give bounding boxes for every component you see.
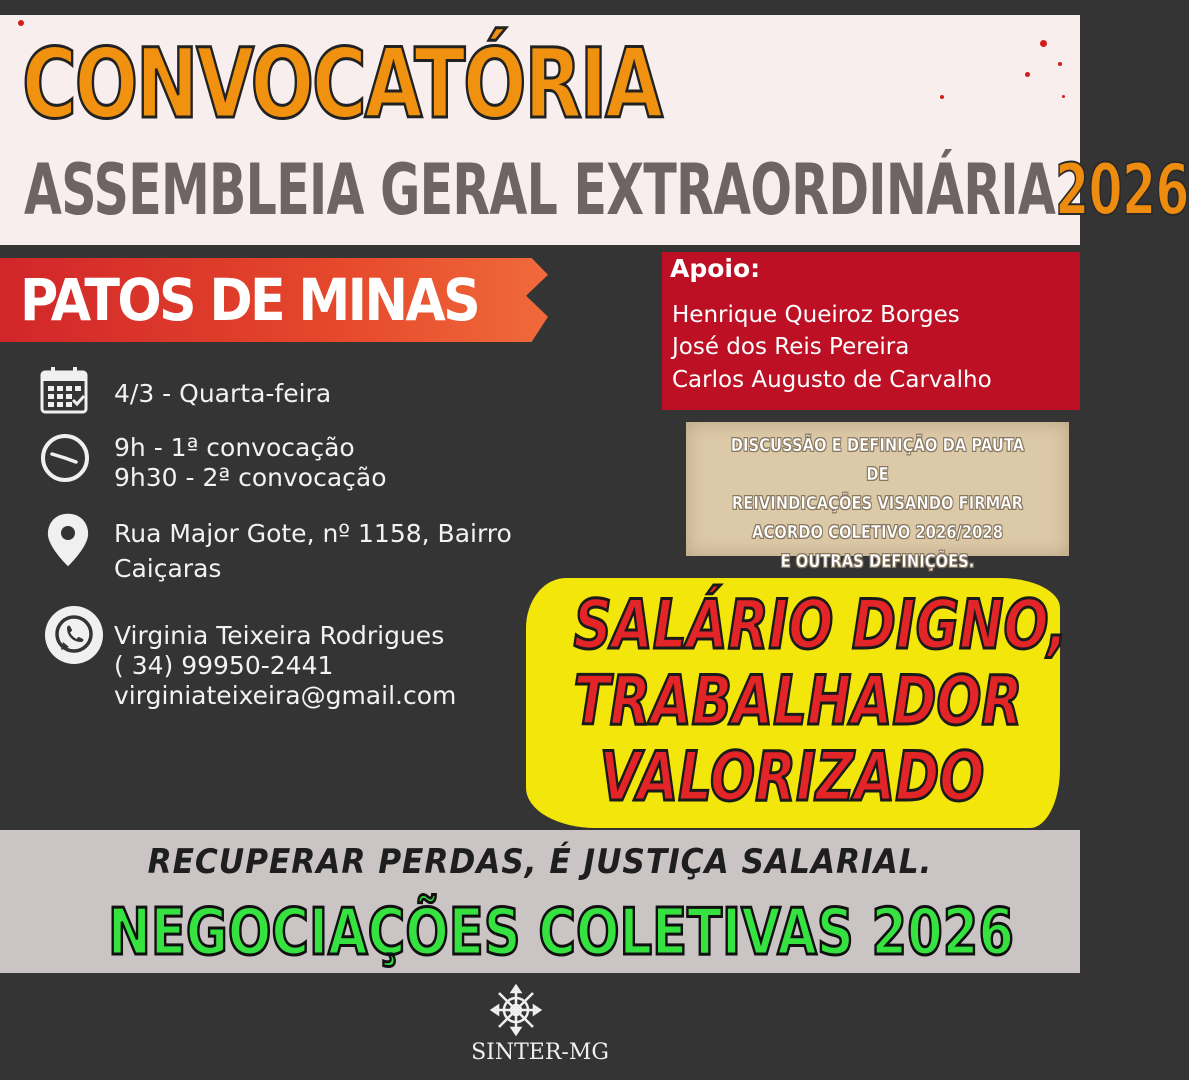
whatsapp-icon [44, 605, 104, 665]
slogan-line: TRABALHADOR [573, 662, 1023, 741]
agenda-line: ACORDO COLETIVO 2026/2028 [752, 522, 1003, 543]
event-date: 4/3 - Quarta-feira [114, 379, 332, 408]
slogan-line: VALORIZADO [599, 738, 985, 817]
page-title: CONVOCATÓRIA [22, 28, 661, 140]
city-name: PATOS DE MINAS [20, 266, 478, 334]
slogan-line: SALÁRIO DIGNO, [573, 586, 1068, 665]
apoio-name: Carlos Augusto de Carvalho [672, 367, 992, 393]
footer-headline: NEGOCIAÇÕES COLETIVAS 2026 [108, 896, 1015, 970]
subtitle-year: 2026 [1055, 149, 1189, 231]
event-address-line2: Caiçaras [114, 554, 222, 583]
agenda-line: DISCUSSÃO E DEFINIÇÃO DA PAUTA DE [730, 435, 1025, 485]
event-address-line1: Rua Major Gote, nº 1158, Bairro [114, 519, 512, 548]
sinter-logo-icon [490, 984, 542, 1036]
paint-splatter [1040, 40, 1047, 47]
location-pin-icon [40, 512, 96, 568]
event-time-first: 9h - 1ª convocação [114, 433, 355, 462]
agenda-text [720, 431, 1034, 576]
paint-splatter [1025, 72, 1030, 77]
event-time-second: 9h30 - 2ª convocação [114, 463, 387, 492]
sinter-logo-text: SINTER-MG [471, 1040, 609, 1065]
contact-phone: ( 34) 99950-2441 [114, 651, 334, 680]
paint-splatter [1062, 95, 1065, 98]
subtitle-text: ASSEMBLEIA GERAL EXTRAORDINÁRIA [24, 149, 1056, 231]
apoio-name: José dos Reis Pereira [672, 334, 910, 360]
footer-tagline: RECUPERAR PERDAS, É JUSTIÇA SALARIAL. [147, 842, 933, 882]
agenda-line: E OUTRAS DEFINIÇÕES. [780, 551, 975, 572]
paint-splatter [18, 20, 24, 26]
clock-icon [38, 430, 94, 486]
apoio-name: Henrique Queiroz Borges [672, 302, 960, 328]
contact-email: virginiateixeira@gmail.com [114, 681, 457, 710]
contact-name: Virginia Teixeira Rodrigues [114, 621, 445, 650]
agenda-line: REIVINDICAÇÕES VISANDO FIRMAR [731, 493, 1024, 514]
apoio-title: Apoio: [670, 254, 761, 283]
calendar-icon [38, 364, 94, 420]
paint-splatter [940, 95, 944, 99]
page-subtitle [24, 150, 1189, 230]
paint-splatter [1058, 62, 1062, 66]
